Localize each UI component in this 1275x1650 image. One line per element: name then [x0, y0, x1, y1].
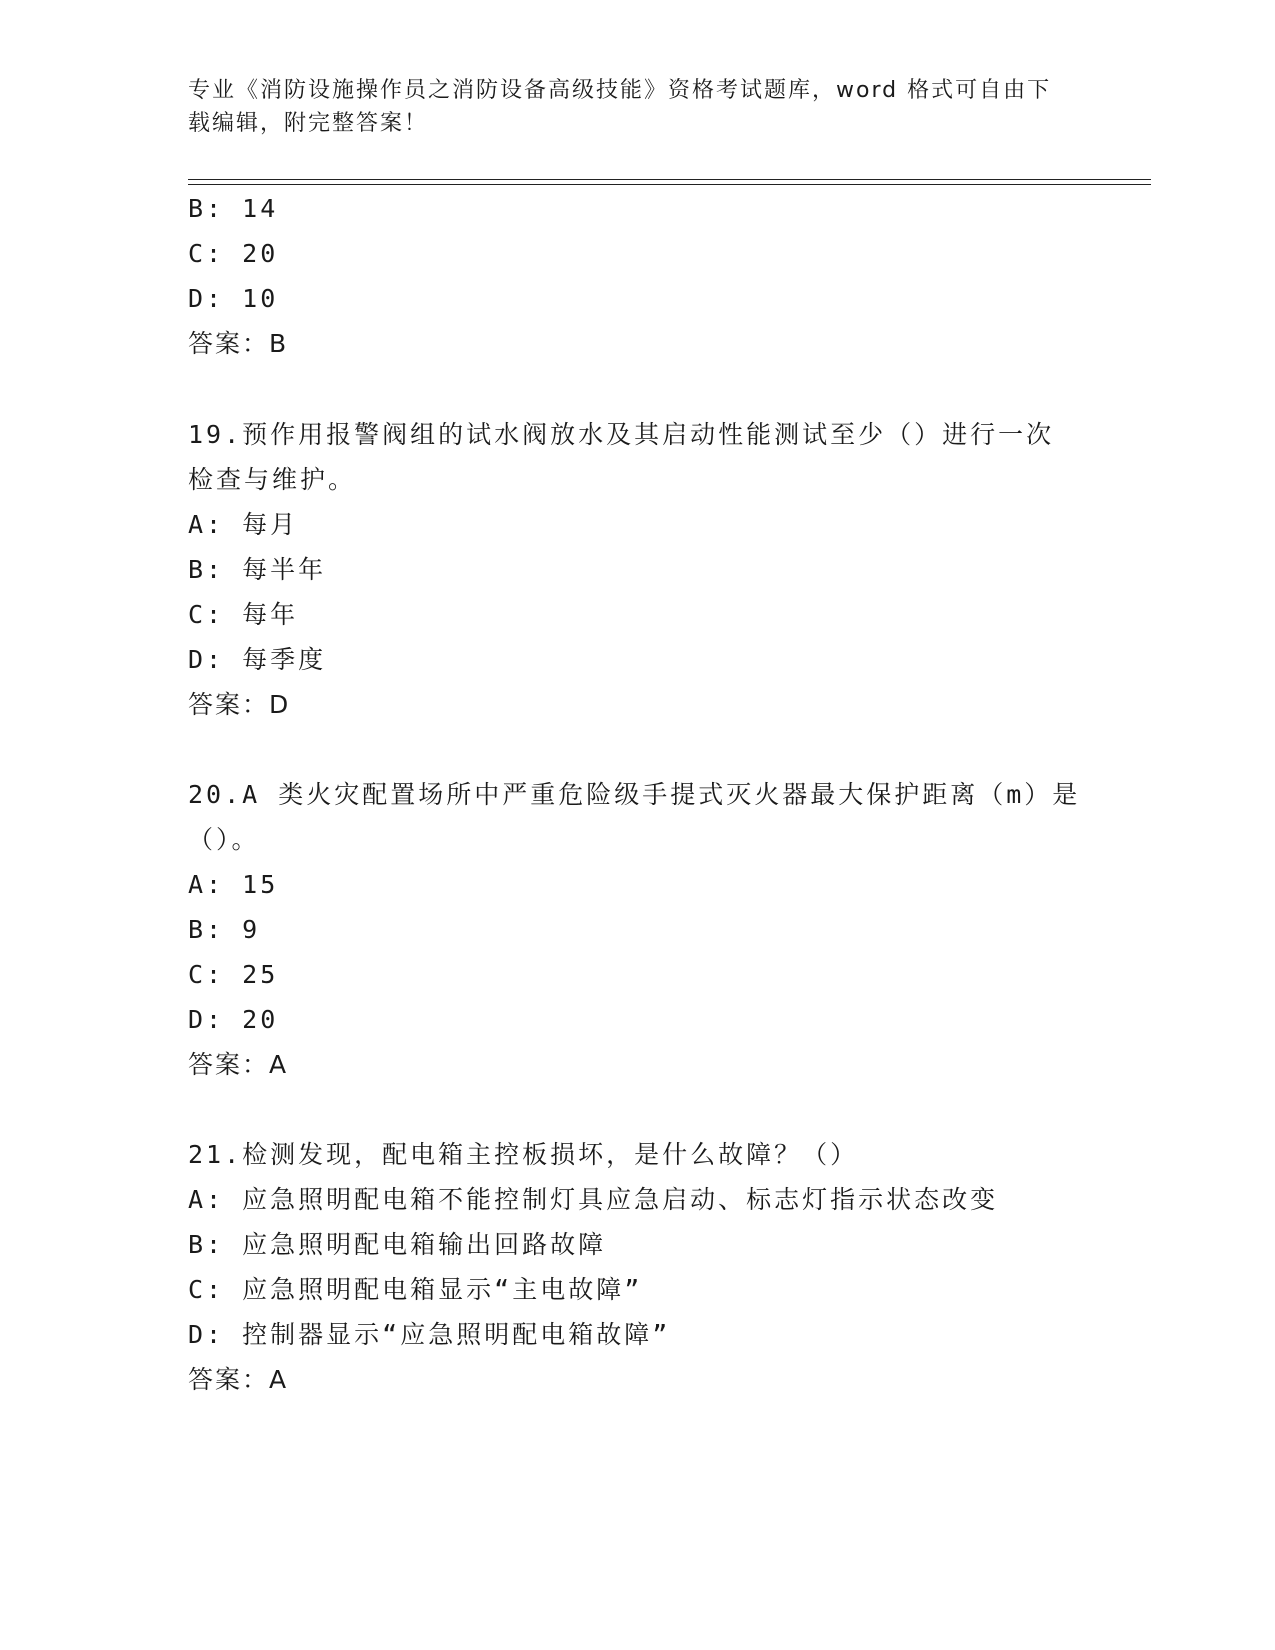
document-header [188, 74, 1088, 140]
q21-answer: 答案：A [188, 1365, 289, 1394]
prev-option-c: C: 20 [188, 239, 279, 268]
q19-answer: 答案：D [188, 690, 291, 719]
header-line-2: 载编辑，附完整答案！ [188, 111, 429, 136]
q21-option-c: C: 应急照明配电箱显示“主电故障” [188, 1275, 643, 1304]
q19-option-b: B: 每半年 [188, 555, 327, 584]
header-divider-bottom [188, 184, 1151, 185]
q19-option-c: C: 每年 [188, 600, 299, 629]
q21-stem-line-1: 21.检测发现，配电箱主控板损坏，是什么故障？（） [188, 1140, 859, 1169]
q19-option-a: A: 每月 [188, 510, 299, 539]
q20-answer: 答案：A [188, 1050, 289, 1079]
prev-answer: 答案：B [188, 329, 289, 358]
q19-stem-line-1: 19.预作用报警阀组的试水阀放水及其启动性能测试至少（）进行一次 [188, 420, 1055, 449]
q21-option-a: A: 应急照明配电箱不能控制灯具应急启动、标志灯指示状态改变 [188, 1185, 999, 1214]
q19-stem-line-2: 检查与维护。 [188, 465, 357, 494]
q20-option-a: A: 15 [188, 870, 279, 899]
q20-stem-line-1: 20.A 类火灾配置场所中严重危险级手提式灭火器最大保护距离（m）是 [188, 780, 1081, 809]
q20-option-d: D: 20 [188, 1005, 279, 1034]
q19-option-d: D: 每季度 [188, 645, 327, 674]
prev-option-d: D: 10 [188, 284, 279, 313]
header-divider-top [188, 179, 1151, 180]
header-line-1: 专业《消防设施操作员之消防设备高级技能》资格考试题库，word 格式可自由下 [188, 78, 1052, 103]
prev-option-b: B: 14 [188, 194, 279, 223]
q20-option-c: C: 25 [188, 960, 279, 989]
q20-option-b: B: 9 [188, 915, 261, 944]
q21-option-b: B: 应急照明配电箱输出回路故障 [188, 1230, 607, 1259]
q20-stem-line-2: （）。 [188, 825, 260, 854]
q21-option-d: D: 控制器显示“应急照明配电箱故障” [188, 1320, 671, 1349]
